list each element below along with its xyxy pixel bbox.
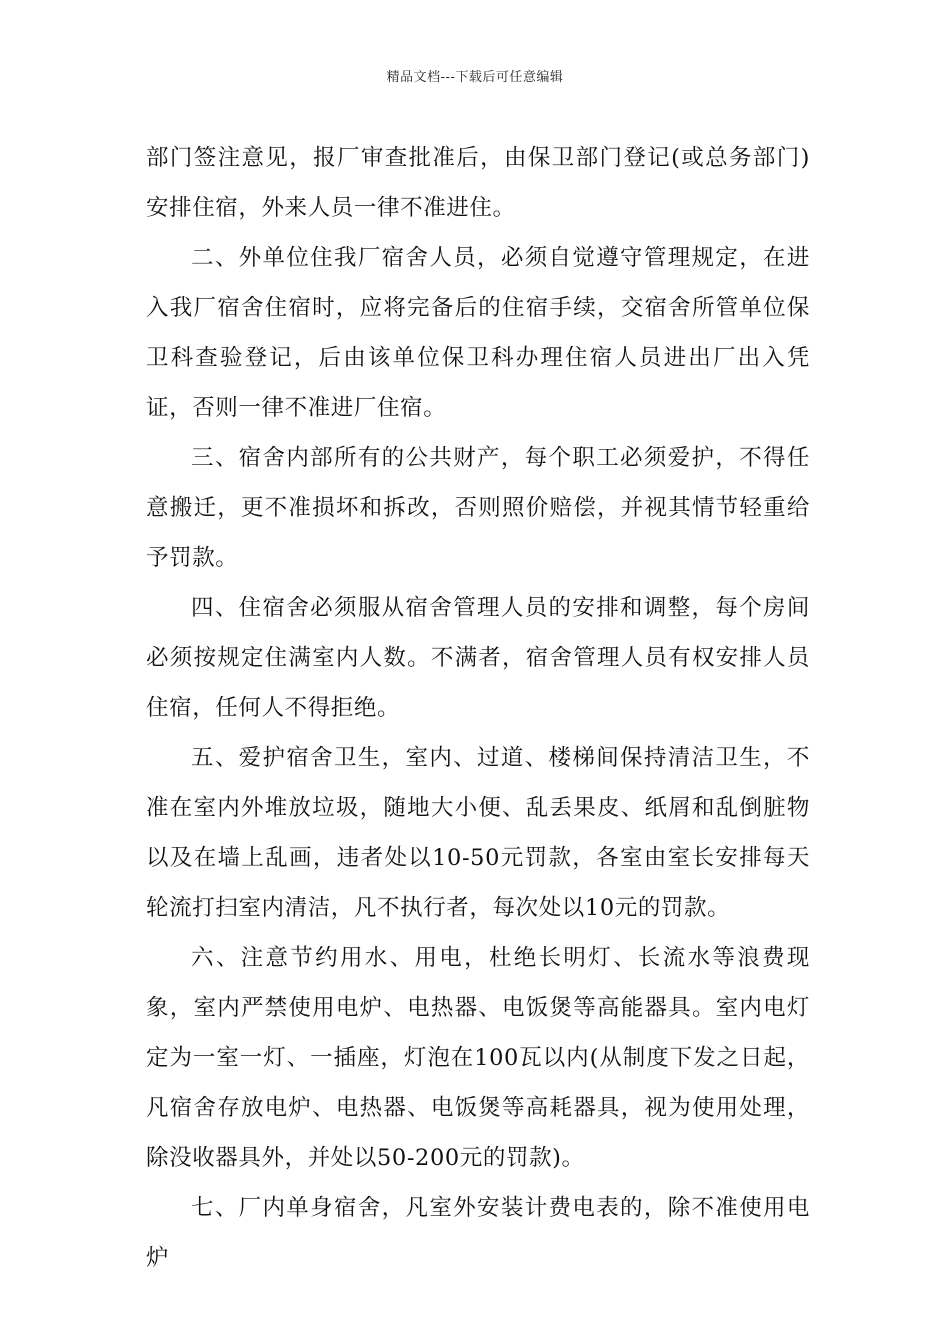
paragraph-rule-2: 二、外单位住我厂宿舍人员，必须自觉遵守管理规定，在进入我厂宿舍住宿时，应将完备后的住宿手续，交宿舍所管单位保卫科查验登记，后由该单位保卫科办理住宿人员进出厂出入凭证，否则一律不准进厂住宿。: [146, 245, 810, 421]
page-header: 精品文档---下载后可任意编辑: [386, 70, 564, 85]
paragraph-rule-3: 三、宿舍内部所有的公共财产，每个职工必须爱护，不得任意搬迁，更不准损坏和拆改，否则照价赔偿，并视其情节轻重给予罚款。: [146, 445, 810, 571]
paragraph-rule-5: 五、爱护宿舍卫生，室内、过道、楼梯间保持清洁卫生，不准在室内外堆放垃圾，随地大小便、乱丢果皮、纸屑和乱倒脏物以及在墙上乱画，违者处以10-50元罚款，各室由室长安排每天轮流打扫室内清洁，凡不执行者，每次处以10元的罚款。: [146, 745, 810, 921]
paragraph-rule-7: 七、厂内单身宿舍，凡室外安装计费电表的，除不准使用电炉: [146, 1195, 810, 1271]
paragraph-continuation: 部门签注意见，报厂审查批准后，由保卫部门登记(或总务部门)安排住宿，外来人员一律不准进住。: [146, 145, 810, 221]
paragraph-rule-4: 四、住宿舍必须服从宿舍管理人员的安排和调整，每个房间必须按规定住满室内人数。不满者，宿舍管理人员有权安排人员住宿，任何人不得拒绝。: [146, 595, 810, 721]
document-body: [146, 133, 810, 1283]
paragraph-rule-6: 六、注意节约用水、用电，杜绝长明灯、长流水等浪费现象，室内严禁使用电炉、电热器、电饭煲等高能器具。室内电灯定为一室一灯、一插座，灯泡在100瓦以内(从制度下发之日起，凡宿舍存放电炉、电热器、电饭煲等高耗器具，视为使用处理，除没收器具外，并处以50-200元的罚款)。: [146, 945, 810, 1171]
